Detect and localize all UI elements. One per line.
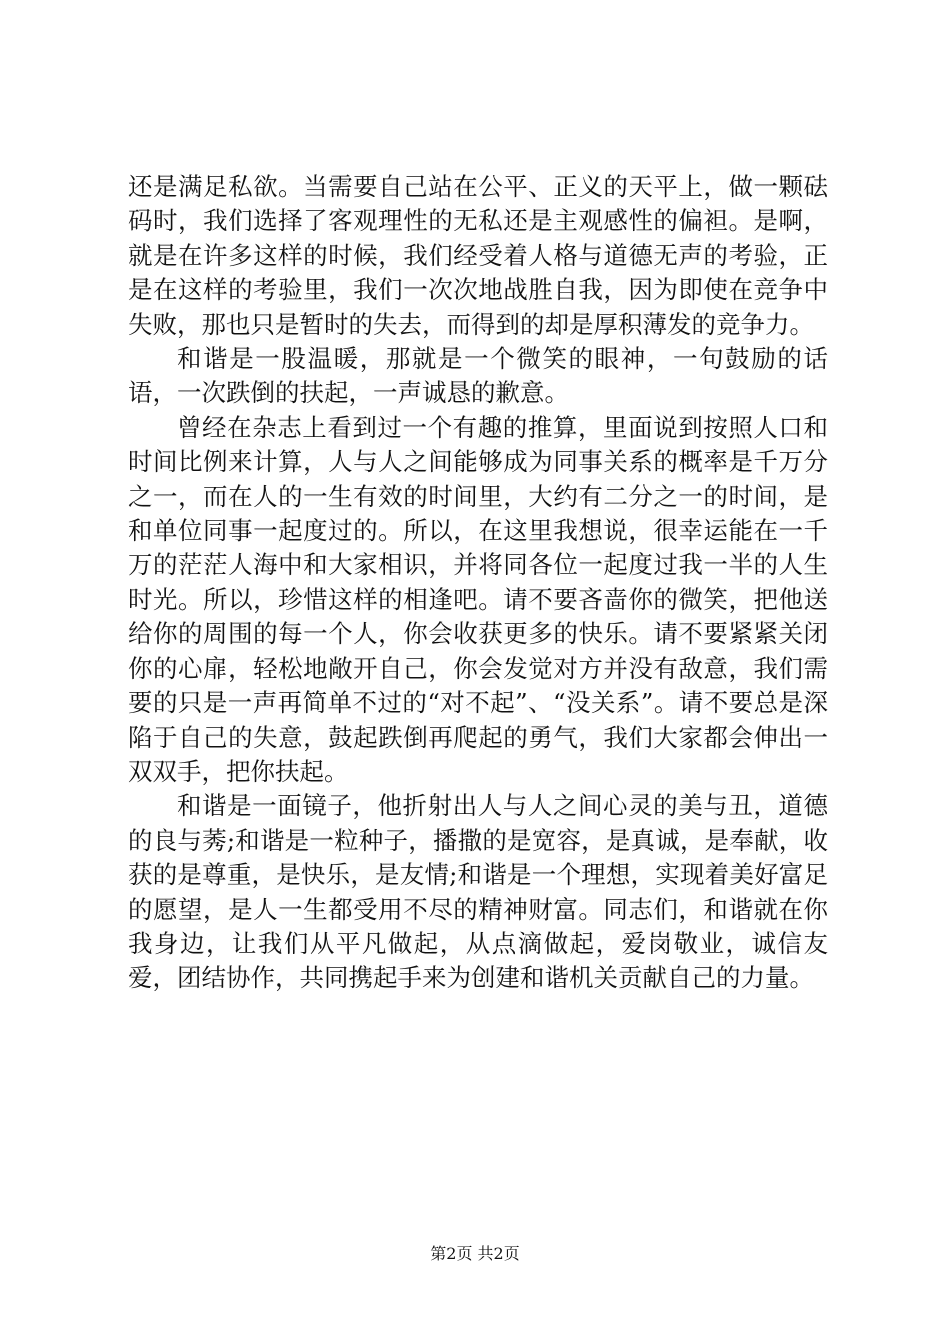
document-body [128,170,828,996]
page-number-footer: 第2页 共2页 [430,1244,520,1263]
paragraph-3: 曾经在杂志上看到过一个有趣的推算，里面说到按照人口和时间比例来计算，人与人之间能够成为同事关系的概率是千万分之一，而在人的一生有效的时间里，大约有二分之一的时间，是和单位同事一起度过的。所以，在这里我想说，很幸运能在一千万的茫茫人海中和大家相识，并将同各位一起度过我一半的人生时光。所以，珍惜这样的相逢吧。请不要吝啬你的微笑，把他送给你的周围的每一个人，你会收获更多的快乐。请不要紧紧关闭你的心扉，轻松地敞开自己，你会发觉对方并没有敌意，我们需要的只是一声再简单不过的“对不起”、“没关系”。请不要总是深陷于自己的失意，鼓起跌倒再爬起的勇气，我们大家都会伸出一双双手，把你扶起。 [128,412,828,786]
paragraph-2: 和谐是一股温暖，那就是一个微笑的眼神，一句鼓励的话语，一次跌倒的扶起，一声诚恳的歉意。 [128,344,828,408]
paragraph-4: 和谐是一面镜子，他折射出人与人之间心灵的美与丑，道德的良与莠;和谐是一粒种子，播撒的是宽容，是真诚，是奉献，收获的是尊重，是快乐，是友情;和谐是一个理想，实现着美好富足的愿望，是人一生都受用不尽的精神财富。同志们，和谐就在你我身边，让我们从平凡做起，从点滴做起，爱岗敬业，诚信友爱，团结协作，共同携起手来为创建和谐机关贡献自己的力量。 [128,791,828,993]
paragraph-1: 还是满足私欲。当需要自己站在公平、正义的天平上，做一颗砝码时，我们选择了客观理性的无私还是主观感性的偏袒。是啊，就是在许多这样的时候，我们经受着人格与道德无声的考验，正是在这样的考验里，我们一次次地战胜自我，因为即使在竞争中失败，那也只是暂时的失去，而得到的却是厚积薄发的竞争力。 [128,172,828,339]
